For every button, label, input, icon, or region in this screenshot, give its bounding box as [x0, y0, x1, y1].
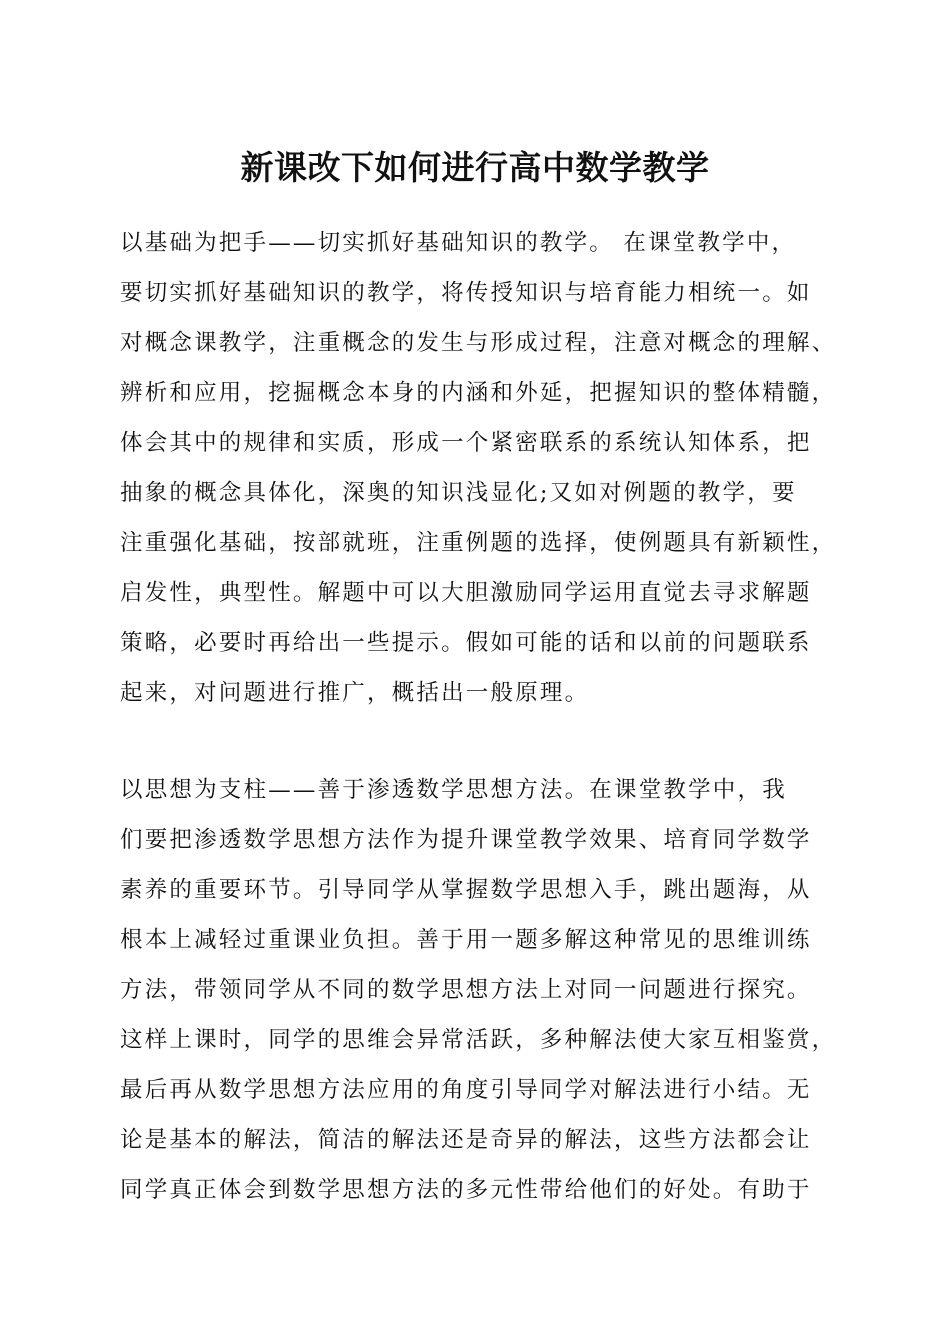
text-line: 策略，必要时再给出一些提示。假如可能的话和以前的问题联系: [120, 630, 812, 656]
text-line: 启发性，典型性。解题中可以大胆激励同学运用直觉去寻求解题: [120, 580, 812, 606]
text-line: 起来，对问题进行推广，概括出一般原理。: [120, 680, 590, 706]
text-line: 论是基本的解法，简洁的解法还是奇异的解法，这些方法都会让: [120, 1127, 812, 1153]
text-line: 素养的重要环节。引导同学从掌握数学思想入手，跳出题海，从: [120, 877, 812, 903]
text-line: 们要把渗透数学思想方法作为提升课堂教学效果、培育同学数学: [120, 827, 812, 853]
text-line: 这样上课时，同学的思维会异常活跃，多种解法使大家互相鉴赏，: [120, 1027, 837, 1053]
paragraph-basics: [120, 218, 860, 718]
text-line: 对概念课教学，注重概念的发生与形成过程，注意对概念的理解、: [120, 330, 837, 356]
text-line: 体会其中的规律和实质，形成一个紧密联系的系统认知体系，把: [120, 430, 812, 456]
text-line: 辨析和应用，挖掘概念本身的内涵和外延，把握知识的整体精髓，: [120, 380, 837, 406]
paragraph-thinking-methods: [120, 765, 860, 1215]
text-line: 以基础为把手——切实抓好基础知识的教学。 在课堂教学中，: [120, 230, 797, 256]
page-title: 新课改下如何进行高中数学教学: [240, 148, 710, 187]
text-line: 注重强化基础，按部就班，注重例题的选择，使例题具有新颖性，: [120, 530, 837, 556]
text-line: 要切实抓好基础知识的教学，将传授知识与培育能力相统一。如: [120, 280, 812, 306]
text-line: 抽象的概念具体化，深奥的知识浅显化;又如对例题的教学，要: [120, 480, 797, 506]
text-line: 方法，带领同学从不同的数学思想方法上对同一问题进行探究。: [120, 977, 812, 1003]
text-line: 最后再从数学思想方法应用的角度引导同学对解法进行小结。无: [120, 1077, 812, 1103]
text-line: 根本上减轻过重课业负担。善于用一题多解这种常见的思维训练: [120, 927, 812, 953]
text-line: 以思想为支柱——善于渗透数学思想方法。在课堂教学中，我: [120, 777, 787, 803]
text-line: 同学真正体会到数学思想方法的多元性带给他们的好处。有助于: [120, 1177, 812, 1203]
